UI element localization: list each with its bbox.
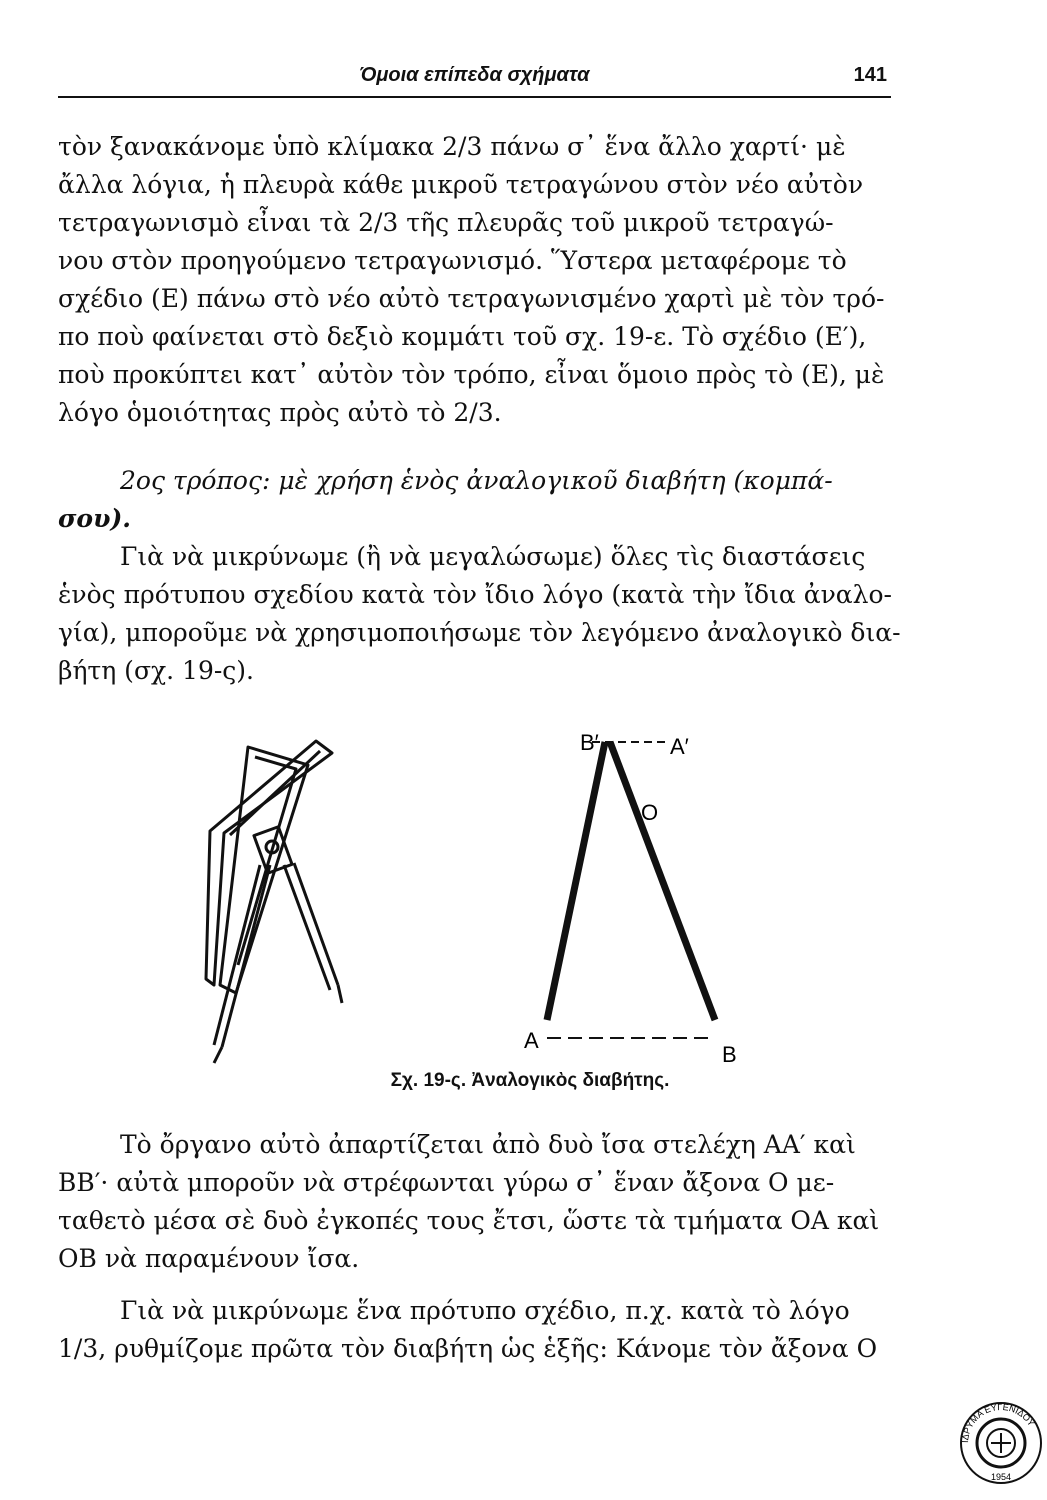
text-line: ταθετὸ μέσα σὲ δυὸ ἐγκοπές τους ἔτσι, ὥστε τὰ τμήματα OA καὶ bbox=[58, 1206, 880, 1235]
label-a-prime: A′ bbox=[670, 734, 689, 759]
page-header bbox=[58, 60, 891, 98]
paragraph-3 bbox=[58, 1126, 893, 1278]
text-line: OB νὰ παραμένουν ἴσα. bbox=[58, 1244, 360, 1273]
schematic-diagram bbox=[520, 720, 750, 1065]
method-heading-line: 2ος τρόπος: μὲ χρήση ἑνὸς ἀναλογικοῦ διαβήτη (κομπά- bbox=[120, 466, 833, 495]
seal-year: 1954 bbox=[990, 1472, 1012, 1482]
method-heading bbox=[58, 462, 893, 538]
page-number: 141 bbox=[853, 64, 887, 86]
text-line: τὸν ξανακάνομε ὑπὸ κλίμακα 2/3 πάνω σ᾽ ἕνα ἄλλο χαρτί· μὲ bbox=[58, 132, 846, 161]
foundation-seal bbox=[958, 1400, 1044, 1486]
arm-aa-prime bbox=[547, 742, 605, 1020]
text-line: 1/3, ρυθμίζομε πρῶτα τὸν διαβήτη ὡς ἑξῆς: Κάνομε τὸν ἄξονα O bbox=[58, 1334, 878, 1363]
text-line: Γιὰ νὰ μικρύνωμε (ἢ νὰ μεγαλώσωμε) ὅλες τὶς διαστάσεις bbox=[120, 542, 866, 571]
paragraph-2 bbox=[58, 538, 901, 690]
label-o: O bbox=[641, 800, 659, 825]
text-line: γία), μποροῦμε νὰ χρησιμοποιήσωμε τὸν λεγόμενο ἀναλογικὸ δια- bbox=[58, 618, 901, 647]
figure-caption: Σχ. 19-ς. Ἀναλογικὸς διαβήτης. bbox=[390, 1070, 670, 1091]
text-line: BB′· αὐτὰ μποροῦν νὰ στρέφωνται γύρω σ᾽ ἕναν ἄξονα O με- bbox=[58, 1168, 835, 1197]
paragraph-1 bbox=[58, 128, 893, 432]
label-b-prime: B′ bbox=[580, 730, 599, 755]
arm-bb-prime bbox=[610, 742, 715, 1020]
seal-text: ΙΔΡΥΜΑ ΕΥΓΕΝΙΔΟΥ bbox=[959, 1401, 1037, 1444]
text-line: πο ποὺ φαίνεται στὸ δεξιὸ κομμάτι τοῦ σχ. 19-ε. Τὸ σχέδιο (E′), bbox=[58, 322, 867, 351]
text-line: νου στὸν προηγούμενο τετραγωνισμό. Ὕστερα μεταφέρομε τὸ bbox=[58, 246, 847, 275]
text-line: τετραγωνισμὸ εἶναι τὰ 2/3 τῆς πλευρᾶς τοῦ μικροῦ τετραγώ- bbox=[58, 208, 834, 237]
text-line: Γιὰ νὰ μικρύνωμε ἕνα πρότυπο σχέδιο, π.χ. κατὰ τὸ λόγο bbox=[120, 1296, 850, 1325]
text-line: ποὺ προκύπτει κατ᾽ αὐτὸν τὸν τρόπο, εἶναι ὅμοιο πρὸς τὸ (E), μὲ bbox=[58, 360, 885, 389]
text-line: σχέδιο (E) πάνω στὸ νέο αὐτὸ τετραγωνισμένο χαρτὶ μὲ τὸν τρό- bbox=[58, 284, 885, 313]
text-line: βήτη (σχ. 19-ς). bbox=[58, 656, 255, 685]
text-line: Τὸ ὄργανο αὐτὸ ἀπαρτίζεται ἀπὸ δυὸ ἴσα στελέχη AA′ καὶ bbox=[120, 1130, 856, 1159]
label-b: B bbox=[722, 1042, 737, 1065]
text-line: ἄλλα λόγια, ἡ πλευρὰ κάθε μικροῦ τετραγώνου στὸν νέο αὐτὸν bbox=[58, 170, 864, 199]
paragraph-4 bbox=[58, 1292, 893, 1368]
text-line: λόγο ὁμοιότητας πρὸς αὐτὸ τὸ 2/3. bbox=[58, 398, 502, 427]
label-a: A bbox=[524, 1028, 539, 1053]
running-title: Όμοια επίπεδα σχήματα bbox=[359, 64, 590, 86]
proportional-divider-drawing bbox=[200, 735, 360, 1065]
method-heading-line: σου). bbox=[58, 504, 131, 533]
text-line: ἑνὸς πρότυπου σχεδίου κατὰ τὸν ἴδιο λόγο (κατὰ τὴν ἴδια ἀναλο- bbox=[58, 580, 893, 609]
